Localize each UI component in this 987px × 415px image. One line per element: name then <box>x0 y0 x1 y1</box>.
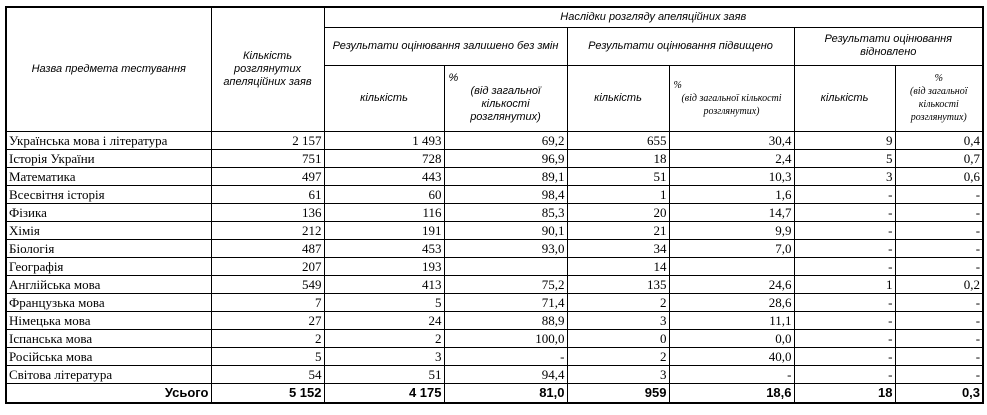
table-body <box>6 131 983 383</box>
header-results-group: Наслідки розгляду апеляційних заяв <box>324 7 983 27</box>
total-count: 54 <box>211 365 324 383</box>
header-restored-qty: кількість <box>794 65 895 131</box>
header-restored: Результати оцінювання відновлено <box>794 27 983 65</box>
raised-pct: 11,1 <box>669 311 794 329</box>
pct-note: (від загальної кількості розглянутих) <box>681 92 782 117</box>
restored-qty: - <box>794 221 895 239</box>
header-raised: Результати оцінювання підвищено <box>567 27 794 65</box>
restored-pct: - <box>895 185 983 203</box>
subject-name: Російська мова <box>6 347 211 365</box>
total-count: 2 <box>211 329 324 347</box>
unchanged-qty: 24 <box>324 311 444 329</box>
unchanged-qty: 2 <box>324 329 444 347</box>
restored-pct: - <box>895 311 983 329</box>
restored-qty: - <box>794 239 895 257</box>
header-subject: Назва предмета тестування <box>6 7 211 131</box>
totals-restored-pct: 0,3 <box>895 383 983 403</box>
subject-name: Фізика <box>6 203 211 221</box>
unchanged-pct: 85,3 <box>444 203 567 221</box>
unchanged-pct: 94,4 <box>444 365 567 383</box>
restored-qty: - <box>794 347 895 365</box>
totals-raised-pct: 18,6 <box>669 383 794 403</box>
raised-pct: 0,0 <box>669 329 794 347</box>
raised-qty: 1 <box>567 185 669 203</box>
cropped-title <box>0 0 987 4</box>
unchanged-pct: 75,2 <box>444 275 567 293</box>
restored-pct: - <box>895 257 983 275</box>
restored-qty: - <box>794 293 895 311</box>
restored-pct: 0,7 <box>895 149 983 167</box>
unchanged-qty: 5 <box>324 293 444 311</box>
table-row <box>6 275 983 293</box>
table-row <box>6 239 983 257</box>
raised-qty: 135 <box>567 275 669 293</box>
pct-note: (від загальної кількості розглянутих) <box>470 85 541 123</box>
restored-pct: 0,6 <box>895 167 983 185</box>
raised-qty: 655 <box>567 131 669 149</box>
raised-qty: 2 <box>567 347 669 365</box>
raised-qty: 3 <box>567 311 669 329</box>
unchanged-qty: 116 <box>324 203 444 221</box>
header-raised-qty: кількість <box>567 65 669 131</box>
subject-name: Німецька мова <box>6 311 211 329</box>
appeals-table <box>5 6 984 404</box>
subject-name: Англійська мова <box>6 275 211 293</box>
subject-name: Французька мова <box>6 293 211 311</box>
restored-pct: - <box>895 239 983 257</box>
unchanged-pct: 89,1 <box>444 167 567 185</box>
restored-pct: - <box>895 293 983 311</box>
raised-pct: 10,3 <box>669 167 794 185</box>
unchanged-qty: 193 <box>324 257 444 275</box>
unchanged-qty: 413 <box>324 275 444 293</box>
subject-name: Математика <box>6 167 211 185</box>
unchanged-pct: 69,2 <box>444 131 567 149</box>
pct-note: (від загальної кількості розглянутих) <box>910 86 968 123</box>
table-row <box>6 365 983 383</box>
restored-qty: - <box>794 185 895 203</box>
subject-name: Світова література <box>6 365 211 383</box>
unchanged-pct: 96,9 <box>444 149 567 167</box>
restored-qty: 3 <box>794 167 895 185</box>
total-count: 497 <box>211 167 324 185</box>
pct-sign: % <box>448 72 459 84</box>
totals-raised-qty: 959 <box>567 383 669 403</box>
raised-pct: 28,6 <box>669 293 794 311</box>
restored-qty: 5 <box>794 149 895 167</box>
unchanged-qty: 60 <box>324 185 444 203</box>
header-raised-pct <box>669 65 794 131</box>
totals-unchanged-qty: 4 175 <box>324 383 444 403</box>
table-row <box>6 257 983 275</box>
unchanged-pct: - <box>444 347 567 365</box>
unchanged-pct: 90,1 <box>444 221 567 239</box>
header-count: Кількість розглянутих апеляційних заяв <box>211 7 324 131</box>
subject-name: Іспанська мова <box>6 329 211 347</box>
raised-qty: 51 <box>567 167 669 185</box>
raised-pct: 7,0 <box>669 239 794 257</box>
header-restored-pct <box>895 65 983 131</box>
unchanged-pct: 98,4 <box>444 185 567 203</box>
restored-qty: - <box>794 203 895 221</box>
total-count: 212 <box>211 221 324 239</box>
subject-name: Історія України <box>6 149 211 167</box>
raised-qty: 2 <box>567 293 669 311</box>
unchanged-qty: 453 <box>324 239 444 257</box>
total-count: 27 <box>211 311 324 329</box>
raised-pct: 40,0 <box>669 347 794 365</box>
total-count: 549 <box>211 275 324 293</box>
unchanged-qty: 191 <box>324 221 444 239</box>
unchanged-qty: 443 <box>324 167 444 185</box>
raised-pct: 9,9 <box>669 221 794 239</box>
total-count: 207 <box>211 257 324 275</box>
restored-qty: 1 <box>794 275 895 293</box>
table-row <box>6 311 983 329</box>
total-count: 487 <box>211 239 324 257</box>
restored-qty: - <box>794 257 895 275</box>
unchanged-qty: 3 <box>324 347 444 365</box>
header-unchanged-qty: кількість <box>324 65 444 131</box>
table-row <box>6 347 983 365</box>
totals-unchanged-pct: 81,0 <box>444 383 567 403</box>
total-count: 7 <box>211 293 324 311</box>
table-row <box>6 131 983 149</box>
table-row <box>6 329 983 347</box>
subject-name: Біологія <box>6 239 211 257</box>
subject-name: Географія <box>6 257 211 275</box>
table-row <box>6 167 983 185</box>
unchanged-pct <box>444 257 567 275</box>
raised-pct: 30,4 <box>669 131 794 149</box>
unchanged-pct: 88,9 <box>444 311 567 329</box>
total-count: 751 <box>211 149 324 167</box>
table-row <box>6 185 983 203</box>
header-unchanged: Результати оцінювання залишено без змін <box>324 27 567 65</box>
restored-qty: 9 <box>794 131 895 149</box>
raised-qty: 3 <box>567 365 669 383</box>
subject-name: Всесвітня історія <box>6 185 211 203</box>
totals-total: 5 152 <box>211 383 324 403</box>
totals-restored-qty: 18 <box>794 383 895 403</box>
total-count: 136 <box>211 203 324 221</box>
raised-qty: 34 <box>567 239 669 257</box>
restored-qty: - <box>794 311 895 329</box>
raised-qty: 21 <box>567 221 669 239</box>
header-unchanged-pct <box>444 65 567 131</box>
raised-qty: 20 <box>567 203 669 221</box>
table-row <box>6 293 983 311</box>
restored-pct: - <box>895 365 983 383</box>
raised-pct: 14,7 <box>669 203 794 221</box>
pct-sign: % <box>673 79 682 91</box>
raised-pct: - <box>669 365 794 383</box>
raised-pct: 1,6 <box>669 185 794 203</box>
restored-pct: 0,4 <box>895 131 983 149</box>
total-count: 2 157 <box>211 131 324 149</box>
raised-pct: 24,6 <box>669 275 794 293</box>
raised-qty: 18 <box>567 149 669 167</box>
subject-name: Хімія <box>6 221 211 239</box>
restored-pct: - <box>895 347 983 365</box>
raised-pct: 2,4 <box>669 149 794 167</box>
restored-pct: 0,2 <box>895 275 983 293</box>
table-row <box>6 149 983 167</box>
restored-pct: - <box>895 329 983 347</box>
unchanged-qty: 1 493 <box>324 131 444 149</box>
restored-qty: - <box>794 329 895 347</box>
table-row <box>6 221 983 239</box>
restored-qty: - <box>794 365 895 383</box>
raised-pct <box>669 257 794 275</box>
totals-label: Усього <box>6 383 211 403</box>
unchanged-pct: 100,0 <box>444 329 567 347</box>
unchanged-qty: 728 <box>324 149 444 167</box>
restored-pct: - <box>895 203 983 221</box>
pct-sign: % <box>934 73 943 84</box>
total-count: 61 <box>211 185 324 203</box>
raised-qty: 0 <box>567 329 669 347</box>
unchanged-qty: 51 <box>324 365 444 383</box>
subject-name: Українська мова і література <box>6 131 211 149</box>
raised-qty: 14 <box>567 257 669 275</box>
totals-row <box>6 383 983 403</box>
unchanged-pct: 71,4 <box>444 293 567 311</box>
table-row <box>6 203 983 221</box>
total-count: 5 <box>211 347 324 365</box>
unchanged-pct: 93,0 <box>444 239 567 257</box>
restored-pct: - <box>895 221 983 239</box>
